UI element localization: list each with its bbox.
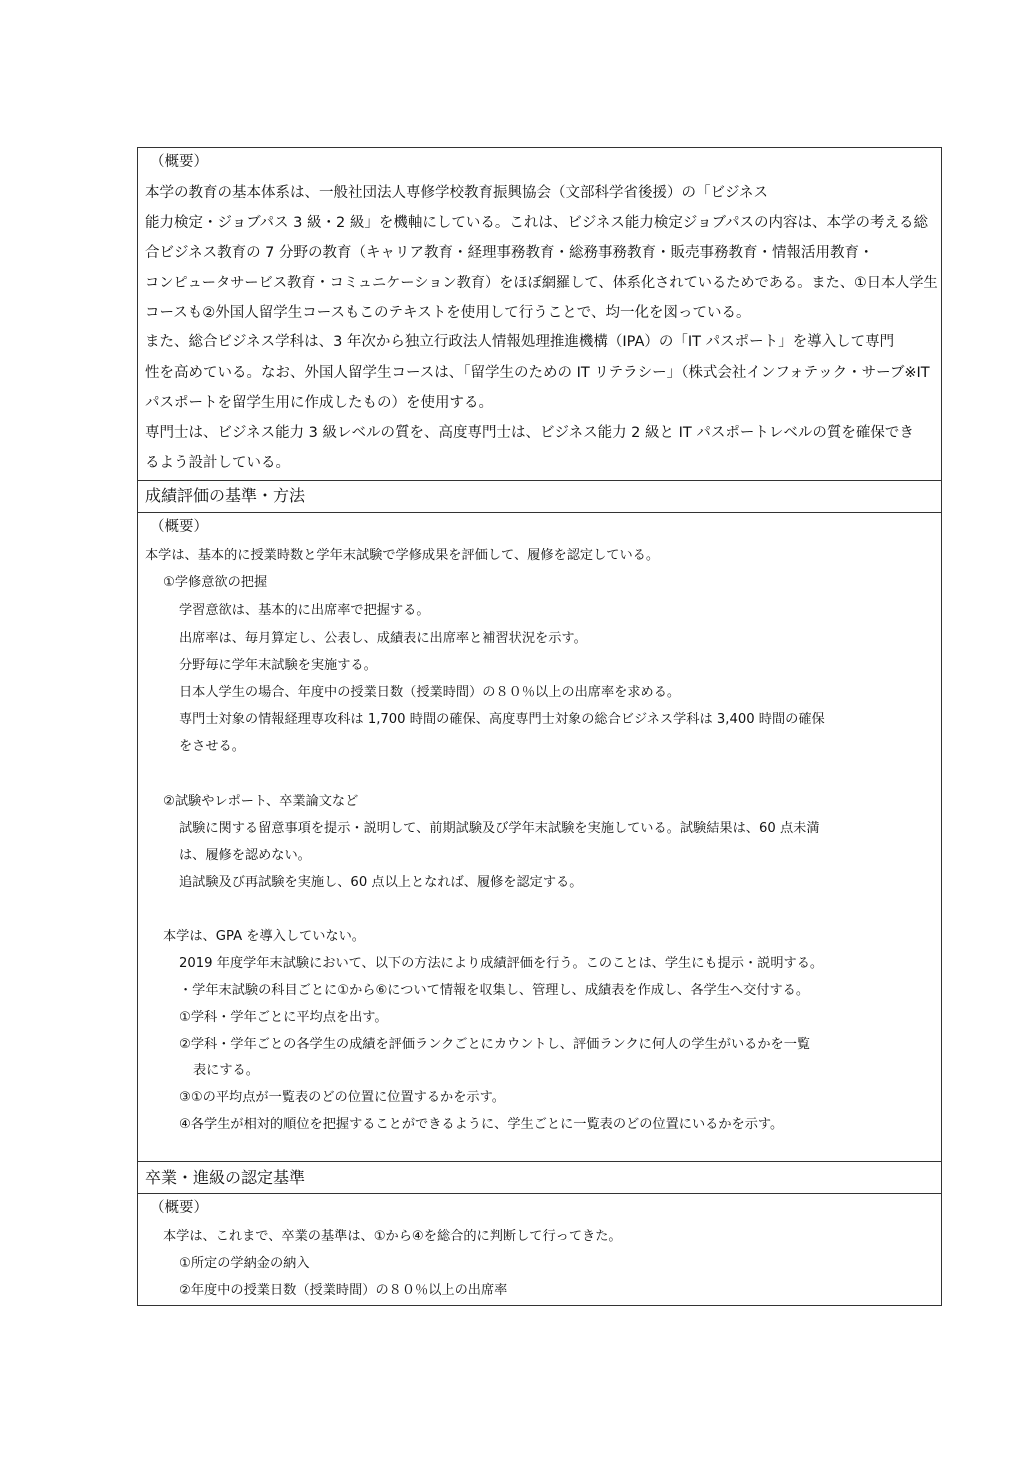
row-divider — [138, 1193, 941, 1194]
overview-label: （概要） — [150, 1200, 208, 1216]
text-line: ④各学生が相対的順位を把握することができるように、学生ごとに一覧表のどの位置にいるかを示す。 — [179, 1117, 784, 1132]
text-line: 本学の教育の基本体系は、一般社団法人専修学校教育振興協会（文部科学省後援）の「ビジネス — [145, 185, 769, 201]
text-line: 性を高めている。なお、外国人留学生コースは、「留学生のための IT リテラシー」（株式会社インフォテック・サーブ※IT — [145, 365, 930, 381]
text-line: 本学は、これまで、卒業の基準は、①から④を総合的に判断して行ってきた。 — [163, 1229, 622, 1244]
text-line: ②学科・学年ごとの各学生の成績を評価ランクごとにカウントし、評価ランクに何人の学生がいるかを一覧 — [179, 1037, 811, 1052]
text-line: 合ビジネス教育の 7 分野の教育（キャリア教育・経理事務教育・総務事務教育・販売事務教育・情報活用教育・ — [145, 245, 874, 261]
text-line: 専門士は、ビジネス能力 3 級レベルの質を、高度専門士は、ビジネス能力 2 級と IT パスポートレベルの質を確保でき — [145, 425, 914, 441]
text-line: ①所定の学納金の納入 — [179, 1256, 310, 1271]
text-line: をさせる。 — [179, 739, 245, 754]
text-line: 分野毎に学年末試験を実施する。 — [179, 658, 377, 673]
section-header-grading: 成績評価の基準・方法 — [145, 486, 306, 505]
text-line: 専門士対象の情報経理専攻科は 1,700 時間の確保、高度専門士対象の総合ビジネス学科は 3,400 時間の確保 — [179, 712, 825, 727]
text-line: 本学は、基本的に授業時数と学年末試験で学修成果を評価して、履修を認定している。 — [145, 548, 660, 563]
text-line: るよう設計している。 — [145, 455, 290, 471]
text-line: パスポートを留学生用に作成したもの）を使用する。 — [145, 395, 493, 411]
text-line: 本学は、GPA を導入していない。 — [163, 929, 365, 944]
text-line: 表にする。 — [193, 1063, 259, 1078]
text-line: 試験に関する留意事項を提示・説明して、前期試験及び学年末試験を実施している。試験結果は、60 点未満 — [179, 821, 820, 836]
text-line: 出席率は、毎月算定し、公表し、成績表に出席率と補習状況を示す。 — [179, 631, 587, 646]
text-line: コンピュータサービス教育・コミュニケーション教育）をほぼ網羅して、体系化されているためである。また、①日本人学生 — [145, 275, 938, 291]
text-line: 追試験及び再試験を実施し、60 点以上となれば、履修を認定する。 — [179, 875, 583, 890]
text-line: ②試験やレポート、卒業論文など — [163, 794, 359, 809]
section-header-graduation: 卒業・進級の認定基準 — [145, 1168, 306, 1187]
text-line: ①学科・学年ごとに平均点を出す。 — [179, 1010, 388, 1025]
text-line: 日本人学生の場合、年度中の授業日数（授業時間）の８０％以上の出席率を求める。 — [179, 685, 681, 700]
text-line: ①学修意欲の把握 — [163, 575, 268, 590]
text-line: ②年度中の授業日数（授業時間）の８０％以上の出席率 — [179, 1283, 508, 1298]
text-line: 学習意欲は、基本的に出席率で把握する。 — [179, 603, 430, 618]
text-line: は、履修を認めない。 — [179, 848, 311, 863]
row-divider — [138, 512, 941, 513]
text-line: 能力検定・ジョブパス 3 級・2 級」を機軸にしている。これは、ビジネス能力検定ジョブパスの内容は、本学の考える総 — [145, 215, 928, 231]
row-divider — [138, 480, 941, 481]
overview-label: （概要） — [150, 519, 208, 535]
text-line: ③①の平均点が一覧表のどの位置に位置するかを示す。 — [179, 1090, 505, 1105]
text-line: コースも②外国人留学生コースもこのテキストを使用して行うことで、均一化を図っている。 — [145, 305, 751, 321]
text-line: 2019 年度学年末試験において、以下の方法により成績評価を行う。このことは、学生にも提示・説明する。 — [179, 956, 824, 971]
text-line: また、総合ビジネス学科は、3 年次から独立行政法人情報処理推進機構（IPA）の「IT パスポート」を導入して専門 — [145, 334, 895, 350]
text-line: ・学年末試験の科目ごとに①から⑥について情報を収集し、管理し、成績表を作成し、各学生へ交付する。 — [179, 983, 810, 998]
overview-label: （概要） — [150, 154, 208, 170]
row-divider — [138, 1161, 941, 1162]
